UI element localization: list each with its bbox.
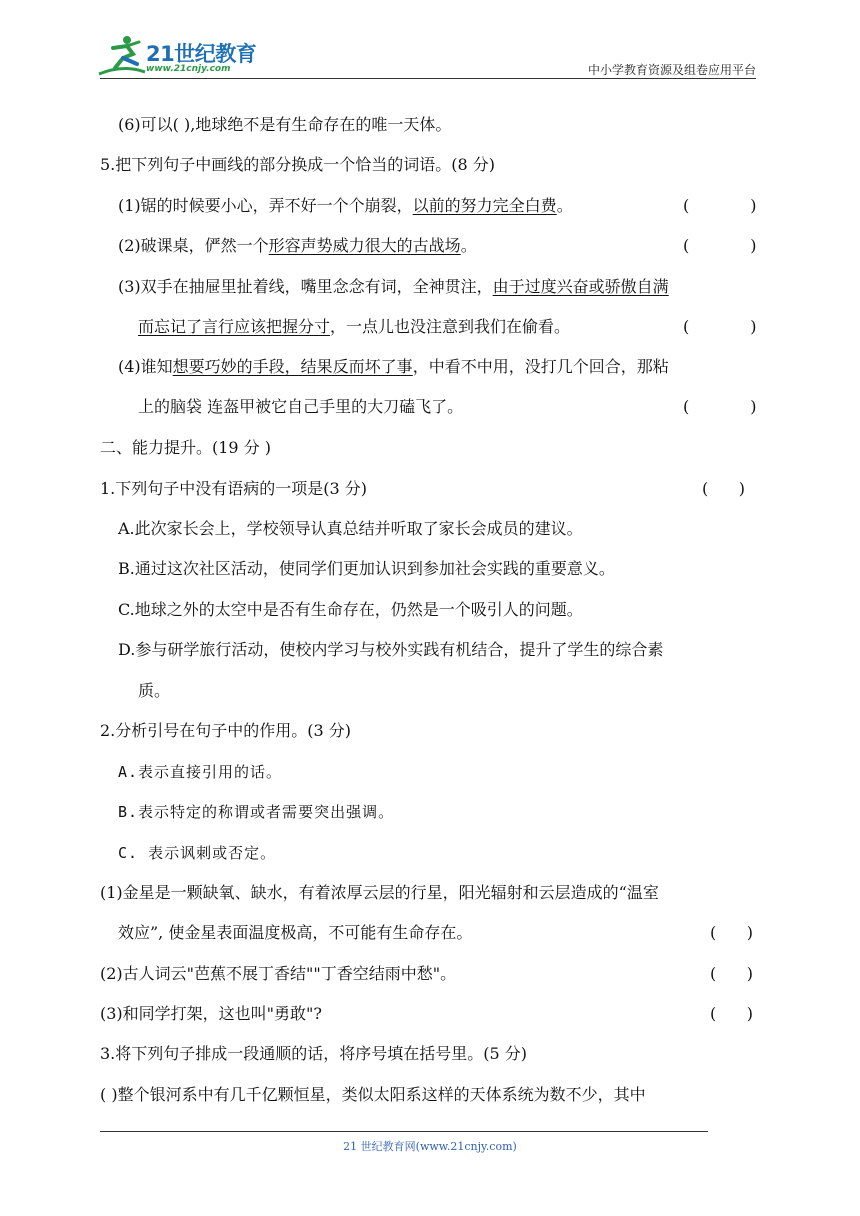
question-line: 而忘记了言行应该把握分寸，一点儿也没注意到我们在偷看。 bbox=[138, 317, 571, 336]
footer-divider bbox=[100, 1131, 708, 1132]
answer-paren[interactable]: ( ) bbox=[683, 196, 757, 215]
question-heading: 3.将下列句子排成一段通顺的话，将序号填在括号里。(5 分) bbox=[100, 1044, 528, 1063]
question-line: (3)双手在抽屉里扯着线，嘴里念念有词，全神贯注，由于过度兴奋或骄傲自满 bbox=[118, 277, 669, 296]
header-divider bbox=[100, 78, 756, 79]
question-line: 上的脑袋 连盔甲被它自己手里的大刀磕飞了。 bbox=[138, 397, 464, 416]
answer-paren[interactable]: ( ) bbox=[710, 923, 753, 942]
answer-paren[interactable]: ( ) bbox=[683, 236, 757, 255]
option-c: C.地球之外的太空中是否有生命存在，仍然是一个吸引人的问题。 bbox=[118, 600, 583, 619]
underlined-phrase: 而忘记了言行应该把握分寸 bbox=[138, 317, 331, 336]
page-header bbox=[0, 0, 860, 84]
option-c: C. 表示讽刺或否定。 bbox=[118, 844, 277, 862]
question-line: ( )整个银河系中有几千亿颗恒星，类似太阳系这样的天体系统为数不少，其中 bbox=[100, 1085, 646, 1104]
answer-paren[interactable]: ( ) bbox=[710, 964, 753, 983]
option-a: A.表示直接引用的话。 bbox=[118, 763, 283, 781]
question-line: (3)和同学打架，这也叫"勇敢"? bbox=[100, 1004, 322, 1023]
option-d-continued: 质。 bbox=[138, 681, 171, 700]
question-heading: 1.下列句子中没有语病的一项是(3 分) bbox=[100, 479, 368, 498]
question-heading: 2.分析引号在句子中的作用。(3 分) bbox=[100, 721, 352, 740]
question-line: (4)谁知想要巧妙的手段，结果反而坏了事，中看不中用，没打几个回合，那粘 bbox=[118, 357, 669, 376]
answer-paren[interactable]: ( ) bbox=[710, 1004, 753, 1023]
answer-paren[interactable]: ( ) bbox=[683, 397, 757, 416]
underlined-phrase: 想要巧妙的手段，结果反而坏了事 bbox=[172, 357, 413, 376]
option-b: B.表示特定的称谓或者需要突出强调。 bbox=[118, 803, 395, 821]
underlined-phrase: 以前的努力完全白费 bbox=[412, 196, 557, 215]
option-d: D.参与研学旅行活动，使校内学习与校外实践有机结合，提升了学生的综合素 bbox=[118, 640, 664, 659]
question-line: (6)可以( ),地球绝不是有生命存在的唯一天体。 bbox=[118, 115, 452, 134]
logo-text: 21世纪教育 bbox=[146, 42, 257, 66]
question-heading: 5.把下列句子中画线的部分换成一个恰当的词语。(8 分) bbox=[100, 155, 496, 174]
platform-title: 中小学教育资源及组卷应用平台 bbox=[587, 63, 756, 77]
question-line: 效应”, 使金星表面温度极高，不可能有生命存在。 bbox=[118, 923, 473, 942]
answer-paren[interactable]: ( ) bbox=[702, 479, 745, 498]
option-b: B.通过这次社区活动，使同学们更加认识到参加社会实践的重要意义。 bbox=[118, 559, 615, 578]
footer-text[interactable]: 21 世纪教育网(www.21cnjy.com) bbox=[343, 1140, 517, 1153]
underlined-phrase: 形容声势威力很大的古战场 bbox=[268, 236, 461, 255]
underlined-phrase: 由于过度兴奋或骄傲自满 bbox=[492, 277, 669, 296]
section-heading: 二、能力提升。(19 分 ) bbox=[100, 438, 272, 457]
option-a: A.此次家长会上，学校领导认真总结并听取了家长会成员的建议。 bbox=[118, 519, 583, 538]
answer-paren[interactable]: ( ) bbox=[683, 317, 757, 336]
question-line: (2)破课桌，俨然一个形容声势威力很大的古战场。 bbox=[118, 236, 477, 255]
question-line: (1)锯的时候要小心，弄不好一个个崩裂，以前的努力完全白费。 bbox=[118, 196, 573, 215]
logo-url: www.21cnjy.com bbox=[146, 64, 231, 74]
question-line: (2)古人词云"芭蕉不展丁香结""丁香空结雨中愁"。 bbox=[100, 964, 457, 983]
question-line: (1)金星是一颗缺氧、缺水，有着浓厚云层的行星，阳光辐射和云层造成的“温室 bbox=[100, 883, 659, 902]
